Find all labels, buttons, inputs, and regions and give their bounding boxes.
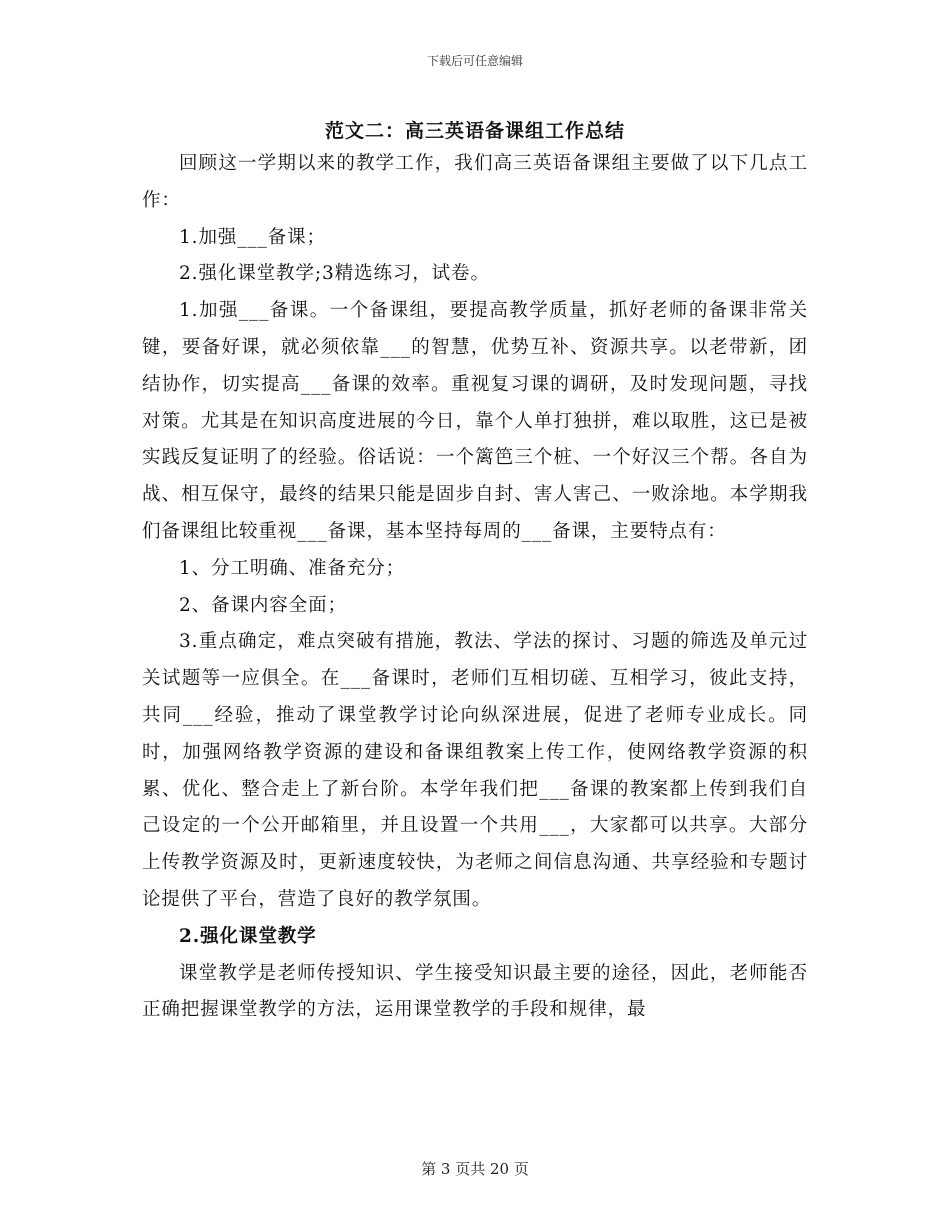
page-footer: 第 3 页共 20 页 xyxy=(421,1160,529,1178)
document-body xyxy=(142,146,808,1029)
body-paragraph: 1.加强___备课。一个备课组，要提高教学质量，抓好老师的备课非常关键，要备好课，就必须依靠___的智慧，优势互补、资源共享。以老带新，团结协作，切实提高___备课的效率。重视复习课的调研，及时发现问题，寻找对策。尤其是在知识高度进展的今日，靠个人单打独拼，难以取胜，这已是被实践反复证明了的经验。俗话说：一个篱笆三个桩、一个好汉三个帮。各自为战、相互保守，最终的结果只能是固步自封、害人害己、一败涂地。本学期我们备课组比较重视___备课，基本坚持每周的___备课，主要特点有： xyxy=(142,300,808,542)
section-heading: 2.强化课堂教学 xyxy=(179,925,317,947)
intro-paragraph: 回顾这一学期以来的教学工作，我们高三英语备课组主要做了以下几点工作： xyxy=(142,153,808,211)
list-item: 1、分工明确、准备充分； xyxy=(179,557,406,579)
list-item: 2.强化课堂教学;3精选练习，试卷。 xyxy=(179,263,490,285)
body-paragraph: 3.重点确定，难点突破有措施，教法、学法的探讨、习题的筛选及单元过关试题等一应俱全。在___备课时，老师们互相切磋、互相学习，彼此支持，共同___经验，推动了课堂教学讨论向纵深进展，促进了老师专业成长。同时，加强网络教学资源的建设和备课组教案上传工作，使网络教学资源的积累、优化、整合走上了新台阶。本学年我们把___备课的教案都上传到我们自己设定的一个公开邮箱里，并且设置一个共用___，大家都可以共享。大部分上传教学资源及时，更新速度较快，为老师之间信息沟通、共享经验和专题讨论提供了平台，营造了良好的教学氛围。 xyxy=(142,631,808,910)
body-paragraph: 课堂教学是老师传授知识、学生接受知识最主要的途径，因此，老师能否正确把握课堂教学的方法，运用课堂教学的手段和规律，最 xyxy=(142,962,808,1021)
document-title: 范文二：高三英语备课组工作总结 xyxy=(324,120,625,142)
list-item: 1.加强___备课； xyxy=(179,226,326,248)
list-item: 2、备课内容全面； xyxy=(179,594,347,616)
page-header: 下载后可任意编辑 xyxy=(426,54,523,68)
